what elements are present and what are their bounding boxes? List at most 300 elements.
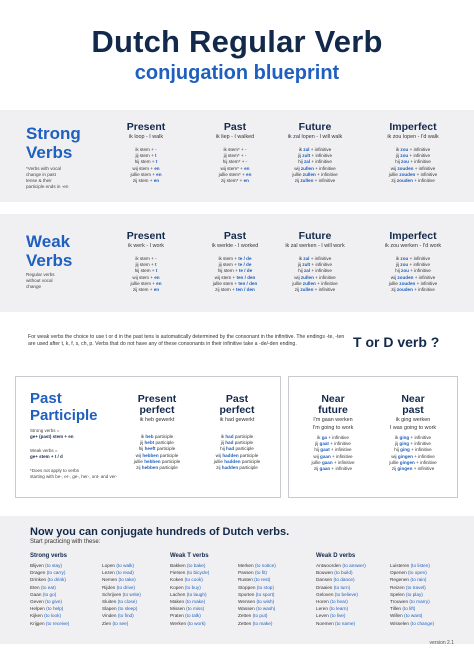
conjugation-part: + infinitive — [328, 441, 351, 447]
vocab-item — [238, 569, 276, 576]
tense-heading-line1: Past — [225, 393, 249, 405]
participle-title-line1: Past — [30, 390, 62, 407]
conjugation-part: hadden — [222, 452, 239, 458]
vocab-item — [170, 576, 209, 583]
tense-column-imperfect — [368, 122, 458, 184]
conjugation-part: participle — [238, 452, 259, 458]
conjugation-part: wij — [135, 452, 143, 458]
conjugation-part: + infinitive — [329, 447, 352, 453]
conjugation-part: wij — [294, 165, 301, 171]
vocab-item — [170, 569, 209, 576]
conjugation-part: zullen — [300, 178, 314, 184]
conjugation-row — [288, 466, 378, 472]
conjugation-part: + infinitive — [413, 274, 436, 280]
conjugation-part: + infinitive — [313, 274, 336, 280]
conjugation-part: + infinitive — [330, 453, 353, 459]
conjugation-part: had — [225, 434, 234, 439]
tense-column-past — [190, 231, 280, 293]
verb: Trouwen — [390, 599, 409, 605]
verb: Tillen — [390, 606, 402, 612]
verb: Stoppen — [238, 584, 256, 590]
tense-column-present — [101, 231, 191, 293]
verb: Regenen — [390, 577, 410, 583]
vocab-item — [102, 598, 141, 605]
conjugation-part: + infinitive — [313, 165, 336, 171]
verb: Nemen — [102, 577, 118, 583]
conjugation-list — [101, 147, 191, 184]
verb: Sluiten — [102, 599, 117, 605]
vocab-item — [102, 612, 141, 619]
verb-translation: (to stop) — [256, 584, 274, 590]
verb-translation: (to close) — [117, 599, 137, 605]
conjugation-part: + infinitive — [313, 178, 336, 184]
conjugation-part: ik — [140, 434, 146, 439]
verb-translation: (to marry) — [409, 599, 430, 605]
version-label: version 2.1 — [429, 640, 454, 646]
participle-column-near-past — [368, 394, 458, 472]
tense-column-future — [270, 122, 360, 184]
conjugation-part: zij — [216, 465, 222, 471]
verb: Geven — [30, 599, 44, 605]
conjugation-part: t — [155, 268, 158, 274]
conjugation-part: hadden — [224, 458, 241, 464]
weak-verbs-title — [26, 232, 72, 270]
vocab-item — [390, 576, 434, 583]
conjugation-part: hij stem + — [134, 268, 156, 274]
conjugation-part: ik — [298, 256, 304, 261]
conjugation-part: zullen — [300, 287, 314, 293]
conjugation-part: ten / den — [235, 287, 255, 293]
verb: Vinden — [102, 613, 117, 619]
conjugation-part: ik stem* + - — [223, 147, 247, 152]
verb-translation: (to write) — [122, 591, 141, 597]
vocab-item — [390, 612, 434, 619]
conjugation-part: en — [154, 274, 160, 280]
verb: Zien — [102, 620, 112, 626]
verb-translation: (to rain) — [410, 577, 427, 583]
vocab-item — [30, 605, 69, 612]
conjugation-part: + infinitive — [409, 435, 432, 440]
tense-example: ik liep - I walked — [215, 134, 255, 140]
vocab-item — [390, 598, 434, 605]
tense-example: ik zou lopen - I'd walk — [387, 134, 439, 140]
conjugation-part: gaan — [319, 466, 331, 472]
verb-translation: (to hear) — [330, 599, 348, 605]
verb-translation: (to laugh) — [186, 591, 207, 597]
vocab-item — [102, 605, 141, 612]
conjugation-part: jullie stem + — [130, 171, 157, 177]
conjugation-part: participle — [240, 458, 261, 464]
verb-translation: (to bicycle) — [186, 570, 210, 576]
tense-heading: Imperfect — [389, 230, 437, 242]
conjugation-part: + infinitive — [415, 171, 438, 177]
conjugation-part: ik — [298, 147, 304, 152]
conjugation-part: heeft — [144, 446, 156, 452]
conjugation-part: + infinitive — [408, 268, 431, 274]
conjugation-list — [190, 147, 280, 184]
conjugation-row — [192, 465, 282, 471]
vocab-item — [238, 576, 276, 583]
conjugation-part: te / de — [238, 256, 252, 261]
verb-translation: (to eat) — [40, 584, 56, 590]
note-line: change in past — [26, 172, 56, 177]
tense-example: ik heb gewerkt — [139, 417, 175, 423]
verb: Merken — [238, 563, 254, 568]
verb-translation: (to travel) — [405, 584, 426, 590]
verb-translation: (to give) — [45, 599, 63, 605]
tense-heading-line2: perfect — [219, 404, 255, 416]
conjugation-part: jullie — [311, 459, 322, 465]
conjugation-part: en — [156, 171, 162, 177]
conjugation-part: ging — [399, 435, 410, 440]
conjugation-part: en — [153, 287, 160, 293]
tense-heading-line2: future — [318, 404, 348, 416]
conjugation-part: hij — [138, 446, 145, 452]
vocab-item — [238, 612, 276, 619]
conjugation-part: zij — [391, 287, 397, 293]
verb-translation: (to sport) — [255, 591, 275, 597]
verb: Passen — [238, 570, 254, 576]
conjugation-part: + infinitive — [408, 256, 431, 261]
note-line: *Verbs with vocal — [26, 166, 61, 171]
conjugation-part: + infinitive — [412, 287, 435, 293]
verb-translation: (to name) — [335, 620, 356, 626]
verb: Eten — [30, 584, 40, 590]
verb: Lezen — [102, 570, 115, 576]
conjugation-part: zullen — [300, 274, 314, 280]
verb: Openen — [390, 570, 407, 576]
vocab-item — [316, 605, 366, 612]
tense-heading-line1: Present — [137, 393, 177, 405]
conjugation-part: wij — [391, 453, 398, 459]
conjugation-part: zou — [400, 256, 409, 261]
conjugation-part: participle — [233, 434, 254, 439]
conjugation-part: gaan — [321, 459, 333, 465]
note-line: ge+ (past) stem + en — [30, 434, 74, 439]
verb: Wensen — [238, 599, 256, 605]
conjugation-part: zullen — [302, 171, 316, 177]
verb: Willen — [390, 613, 403, 619]
conjugation-row — [101, 178, 191, 184]
conjugation-part: zou — [401, 159, 409, 165]
conjugation-part: wij stem* + — [220, 165, 245, 171]
conjugation-part: zij — [136, 465, 142, 471]
conjugation-part: jij — [395, 441, 400, 447]
conjugation-part: + infinitive — [309, 147, 332, 152]
conjugation-part: wij — [390, 165, 398, 171]
verb: Draaien — [316, 584, 333, 590]
conjugation-part: + infinitive — [315, 171, 338, 177]
vocab-item — [316, 612, 366, 619]
vocab-item — [238, 620, 276, 627]
note-line: ge+ stem + t / d — [30, 454, 63, 459]
participle-column-near-future — [288, 394, 378, 472]
vocab-category-weak-d: Weak D verbs — [316, 553, 356, 559]
verb: Slapen — [102, 606, 117, 612]
conjugation-part: hij — [395, 268, 402, 274]
verb: Blijven — [30, 563, 44, 568]
conjugation-part: + infinitive — [313, 287, 336, 293]
vocab-list — [316, 562, 366, 627]
conjugation-part: participle — [158, 452, 179, 458]
conjugation-row — [270, 287, 360, 293]
verb-translation: (to bake) — [186, 563, 206, 568]
conjugation-part: te / de — [238, 262, 252, 268]
vocab-item — [30, 584, 69, 591]
conjugation-part: heb — [145, 434, 154, 439]
vocab-subheading: Start practicing with these: — [30, 539, 101, 545]
tense-heading: Present — [126, 121, 166, 133]
conjugation-part: zullen — [302, 280, 316, 286]
conjugation-part: + infinitive — [315, 280, 338, 286]
vocab-item — [316, 598, 366, 605]
tense-example: ik zal lopen - I will walk — [287, 134, 343, 140]
conjugation-list — [101, 256, 191, 293]
verb-translation: (to build) — [334, 570, 353, 576]
verb-translation: (to fit) — [254, 570, 267, 576]
verb: Drinken — [30, 577, 47, 583]
verb: Noemen — [316, 620, 334, 626]
conjugation-part: jullie — [388, 171, 400, 177]
conjugation-part: jullie — [388, 280, 400, 286]
verb-translation: (to walk) — [116, 563, 135, 568]
conjugation-part: jij — [140, 440, 145, 446]
conjugation-part: hij stem + — [217, 268, 239, 274]
tense-heading-line1: Near — [401, 393, 425, 405]
verb-translation: (to sleep) — [117, 606, 138, 612]
verb-translation: (to go) — [42, 591, 57, 597]
verb: Luisteren — [390, 563, 410, 568]
vocab-list — [170, 562, 209, 627]
vocab-item — [30, 612, 69, 619]
conjugation-part: zullen — [300, 165, 314, 171]
conjugation-row — [270, 178, 360, 184]
conjugation-part: + infinitive — [413, 165, 436, 171]
verb: Bouwen — [316, 570, 333, 576]
conjugation-list — [288, 435, 378, 472]
note-line: Weak verbs = — [30, 448, 58, 453]
conjugation-part: zult — [302, 153, 311, 159]
verb-translation: (to want) — [404, 613, 423, 619]
verb: Kopen — [170, 584, 184, 590]
conjugation-part: had — [225, 440, 234, 446]
conjugation-part: participle — [153, 434, 174, 439]
conjugation-part: wij — [215, 452, 223, 458]
verb-translation: (to put) — [252, 613, 268, 619]
verb: Wisselen — [390, 620, 410, 626]
conjugation-part: jullie — [213, 458, 225, 464]
conjugation-part: t — [155, 159, 158, 165]
vocab-item — [102, 562, 141, 569]
vocab-item — [390, 620, 434, 627]
tense-example: ik ging werken — [395, 417, 431, 423]
verb-translation: (to take) — [118, 577, 136, 583]
vocab-item — [102, 569, 141, 576]
conjugation-part: zou — [400, 153, 409, 159]
conjugation-part: ik stem + - — [135, 147, 157, 152]
weak-title-line2: Verbs — [26, 251, 73, 270]
verb: Rijden — [102, 584, 116, 590]
conjugation-part: hij — [314, 447, 321, 453]
conjugation-list — [192, 434, 282, 471]
verb: Maken — [170, 599, 185, 605]
conjugation-part: gingen — [397, 453, 413, 459]
verb-translation: (to wash) — [256, 606, 276, 612]
vocab-item — [316, 576, 366, 583]
conjugation-part: jullie — [292, 280, 303, 286]
conjugation-part: zij stem + — [132, 178, 154, 184]
conjugation-part: hij stem + — [134, 159, 156, 165]
vocab-list — [30, 562, 69, 627]
vocab-item — [102, 620, 141, 627]
verb-translation: (to work) — [187, 620, 206, 626]
conjugation-part: + infinitive — [408, 153, 431, 159]
verb: Missen — [170, 606, 185, 612]
tense-column-imperfect — [368, 231, 458, 293]
conjugation-part: participle — [160, 458, 181, 464]
strong-title-line2: Verbs — [26, 143, 73, 162]
conjugation-part: + infinitive — [414, 459, 437, 465]
conjugation-part: + infinitive — [409, 447, 432, 453]
conjugation-part: + infinitive — [412, 178, 435, 184]
conjugation-part: zou — [400, 147, 409, 152]
vocab-item — [390, 591, 434, 598]
page-subtitle: conjugation blueprint — [134, 62, 340, 84]
tense-heading: Future — [298, 230, 332, 242]
conjugation-part: participle — [155, 446, 176, 452]
conjugation-part: + infinitive — [310, 262, 333, 268]
verb-translation: (to stay) — [45, 563, 63, 568]
t-or-d-title: T or D verb ? — [353, 334, 440, 350]
participle-column-past-perfect — [192, 394, 282, 471]
tense-column-future — [270, 231, 360, 293]
conjugation-row — [368, 287, 458, 293]
tense-heading-line2: perfect — [139, 404, 175, 416]
vocab-item — [30, 576, 69, 583]
conjugation-part: had — [226, 446, 235, 452]
conjugation-part: jullie stem + — [130, 280, 157, 286]
tense-example: ik zal werken - I will work — [285, 243, 345, 249]
conjugation-part: jij stem + — [135, 153, 155, 159]
verb-translation: (to buy) — [184, 584, 201, 590]
verb: Leven — [316, 613, 329, 619]
conjugation-part: ik — [395, 147, 401, 152]
conjugation-list — [270, 147, 360, 184]
conjugation-part: jij stem* + - — [223, 153, 247, 159]
vocab-item — [30, 591, 69, 598]
conjugation-part: gaat — [319, 441, 329, 447]
conjugation-part: zal — [303, 256, 310, 261]
conjugation-part: hij — [395, 159, 402, 165]
conjugation-part: zij — [294, 178, 301, 184]
verb: Rusten — [238, 577, 253, 583]
conjugation-part: zou — [401, 268, 409, 274]
conjugation-part: zouden — [397, 274, 414, 280]
note-line: starting with be-, er-, ge-, her-, ont- and ver- — [30, 474, 118, 479]
note-line: tense & their — [26, 178, 52, 183]
verb-translation: (to make) — [252, 620, 273, 626]
conjugation-part: jullie — [292, 171, 303, 177]
conjugation-part: gingen — [399, 459, 415, 465]
tense-column-past — [190, 122, 280, 184]
conjugation-part: en — [243, 178, 249, 184]
conjugation-part: + infinitive — [415, 280, 438, 286]
vocab-item — [170, 605, 209, 612]
tense-heading: Past — [223, 121, 247, 133]
t-or-d-explanation: For weak verbs the choice to use t or d in the past tens is automatically determined by the consonant in the infinitive. The endings -te, -ten are used after t, k, f, s, ch, p. Verbs that do not have any of these consonants in their infinitive take a -de/-den ending. — [28, 334, 345, 347]
conjugation-list — [270, 256, 360, 293]
vocab-item — [238, 605, 276, 612]
verb-translation: (to play) — [405, 591, 423, 597]
tense-example-translation: I'm going to work — [312, 425, 354, 431]
verb: Antwoorden — [316, 563, 342, 568]
conjugation-part: jullie — [389, 459, 400, 465]
conjugation-part: en — [154, 165, 160, 171]
verb: Zetten — [238, 613, 252, 619]
tense-example: I'm gaan werken — [313, 417, 353, 423]
verb: Schrijven — [102, 591, 122, 597]
vocab-item — [102, 576, 141, 583]
conjugation-part: hij — [298, 159, 304, 165]
note-line: Strong verbs = — [30, 428, 60, 433]
conjugation-part: jij — [220, 440, 226, 446]
verb-translation: (to dance) — [333, 577, 355, 583]
verb-translation: (to help) — [46, 606, 64, 612]
verb-translation: (to answer) — [342, 563, 366, 568]
verb: Lopen — [102, 563, 116, 568]
conjugation-part: participle — [158, 465, 178, 471]
verb-translation: (to miss) — [186, 606, 205, 612]
conjugation-row — [190, 178, 280, 184]
tense-heading: Future — [298, 121, 332, 133]
conjugation-row — [112, 465, 202, 471]
verb-translation: (to listen) — [410, 563, 430, 568]
conjugation-part: participle — [233, 440, 254, 446]
note-line: participle ends in -en — [26, 184, 69, 189]
verb: Geloven — [316, 591, 334, 597]
verb-translation: (to look) — [44, 613, 62, 619]
vocab-category-weak-t: Weak T verbs — [170, 553, 209, 559]
vocab-item — [170, 612, 209, 619]
conjugation-part: t — [155, 153, 157, 159]
conjugation-list — [368, 435, 458, 472]
conjugation-part: hebben — [142, 452, 159, 458]
note-line: without vocal — [26, 278, 53, 283]
vocab-item — [30, 620, 69, 627]
participle-title-line2: Participle — [30, 407, 98, 424]
vocab-category-strong: Strong verbs — [30, 553, 68, 559]
tense-heading: Imperfect — [389, 121, 437, 133]
conjugation-part: zij stem + — [132, 287, 154, 293]
vocab-item — [238, 591, 276, 598]
tense-heading-line1: Near — [321, 393, 345, 405]
vocab-item — [316, 591, 366, 598]
conjugation-part: + infinitive — [408, 147, 431, 152]
tense-column-present — [101, 122, 191, 184]
conjugation-part: participle — [234, 446, 254, 452]
conjugation-part: + infinitive — [310, 159, 332, 165]
conjugation-part: wij — [313, 453, 321, 459]
conjugation-part: jij — [297, 262, 303, 268]
conjugation-part: ten / den — [238, 280, 258, 286]
conjugation-part: jullie stem* + — [218, 171, 247, 177]
conjugation-part: wij — [390, 274, 398, 280]
verb: Krijgen — [30, 620, 45, 626]
vocab-item — [390, 562, 434, 569]
conjugation-part: + infinitive — [408, 262, 431, 268]
verb: Reizen — [390, 584, 405, 590]
verb-translation: (to lift) — [402, 606, 416, 612]
